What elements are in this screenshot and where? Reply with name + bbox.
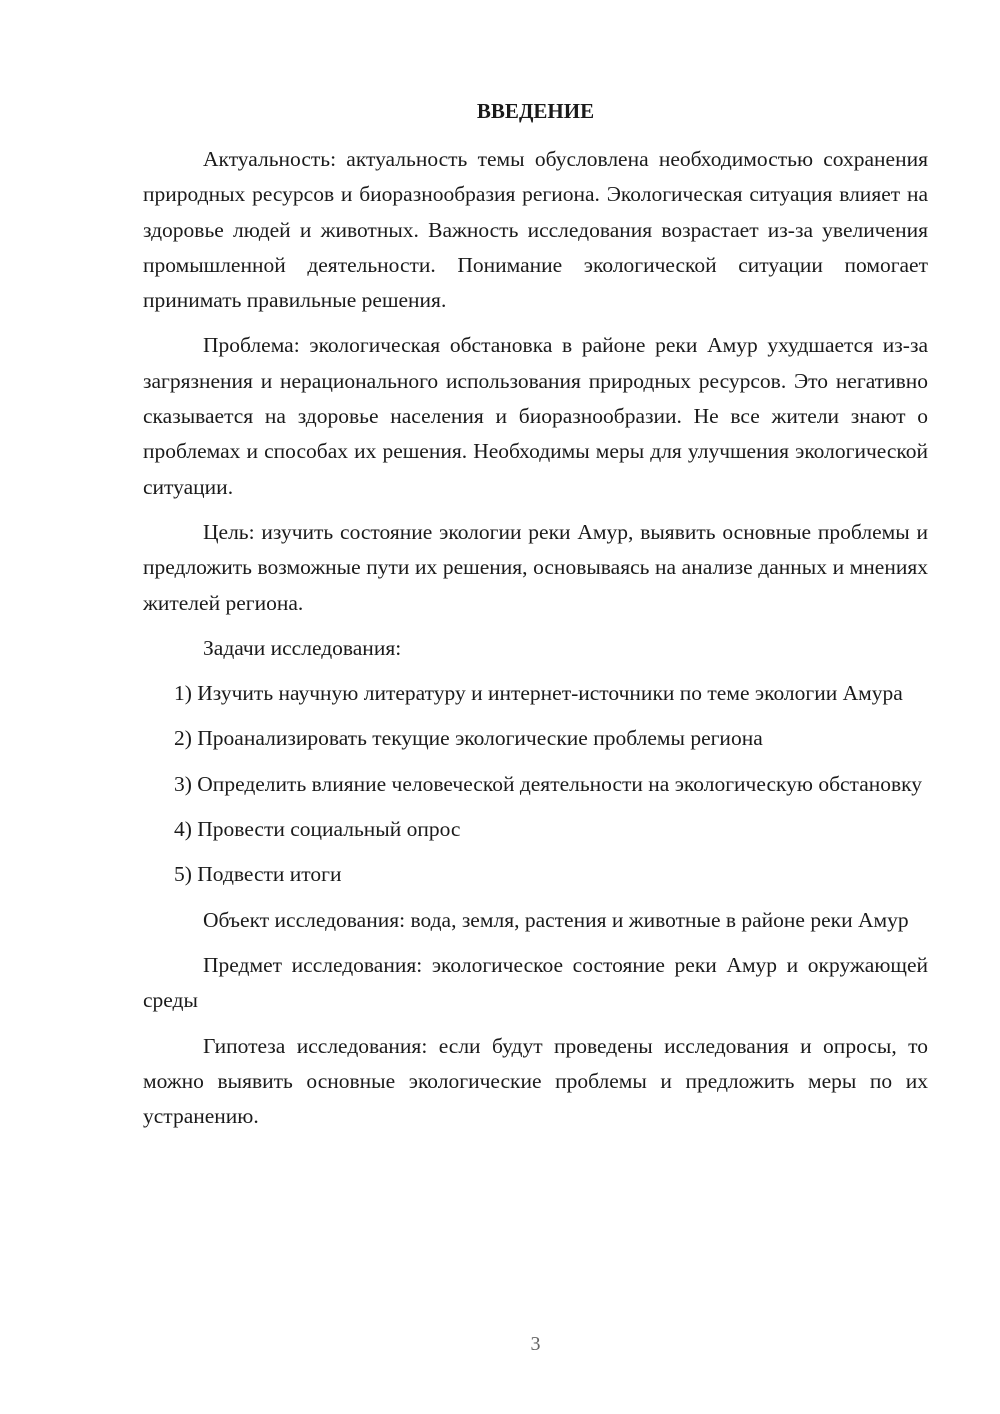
hypothesis-paragraph: Гипотеза исследования: если будут проведены исследования и опросы, то можно выявить основные экологические проблемы и предложить меры по их устранению. bbox=[143, 1033, 928, 1129]
problem-paragraph: Проблема: экологическая обстановка в районе реки Амур ухудшается из-за загрязнения и нерационального использования природных ресурсов. Это негативно сказывается на здоровье населения и биоразнообразии. Не все жители знают о проблемах и способах их решения. Необходимы меры для улучшения экологической ситуации. bbox=[143, 333, 928, 499]
task-item: 1) Изучить научную литературу и интернет-источники по теме экологии Амура bbox=[174, 681, 903, 706]
task-item: 5) Подвести итоги bbox=[174, 862, 342, 887]
page-number: 3 bbox=[530, 1333, 541, 1355]
goal-paragraph: Цель: изучить состояние экологии реки Амур, выявить основные проблемы и предложить возможные пути их решения, основываясь на анализе данных и мнениях жителей региона. bbox=[143, 519, 928, 615]
task-item: 4) Провести социальный опрос bbox=[174, 817, 461, 842]
task-item: 3) Определить влияние человеческой деятельности на экологическую обстановку bbox=[174, 771, 923, 796]
document-body bbox=[143, 142, 928, 1144]
relevance-paragraph: Актуальность: актуальность темы обусловлена необходимостью сохранения природных ресурсов и биоразнообразия региона. Экологическая ситуация влияет на здоровье людей и животных. Важность исследования возрастает из-за увеличения промышленной деятельности. Понимание экологической ситуации помогает принимать правильные решения. bbox=[143, 147, 928, 313]
document-page bbox=[143, 0, 928, 1414]
subject-paragraph: Предмет исследования: экологическое состояние реки Амур и окружающей среды bbox=[143, 952, 928, 1013]
task-item: 2) Проанализировать текущие экологические проблемы региона bbox=[174, 726, 763, 751]
tasks-heading: Задачи исследования: bbox=[203, 635, 402, 660]
page-title: ВВЕДЕНИЕ bbox=[476, 99, 595, 123]
object-paragraph: Объект исследования: вода, земля, растения и животные в районе реки Амур bbox=[203, 907, 909, 932]
